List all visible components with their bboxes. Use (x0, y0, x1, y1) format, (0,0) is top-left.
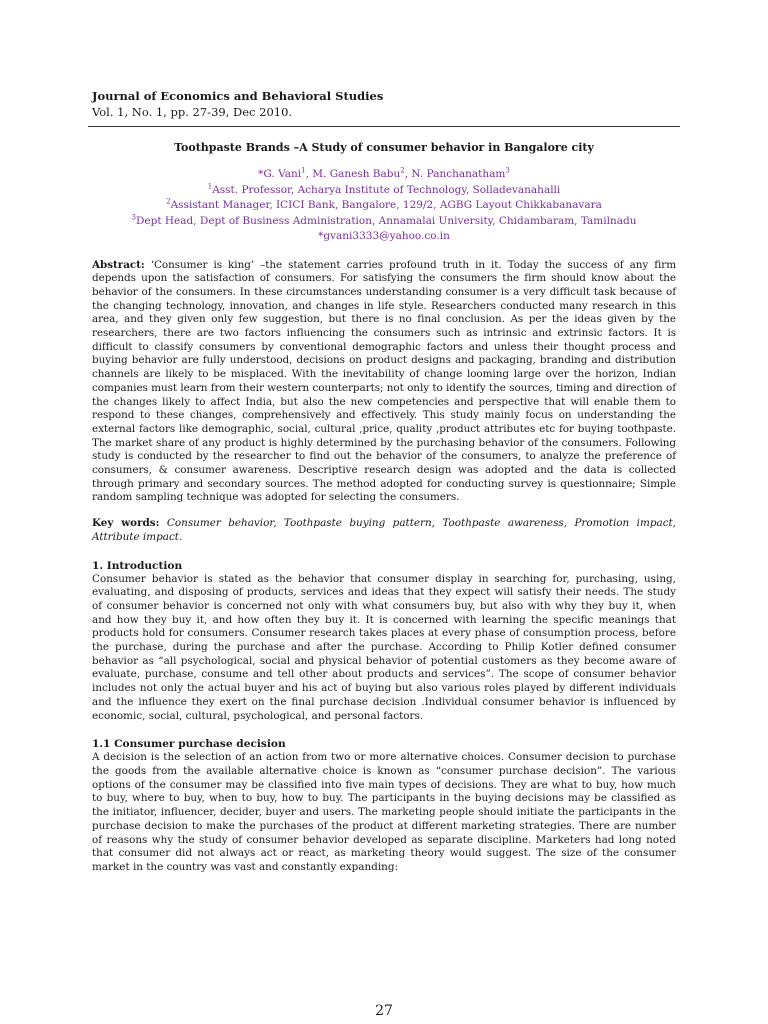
section-text-introduction: Consumer behavior is stated as the behavior that consumer display in searching for, purchasing, using, evaluating, and disposing of products, services and ideas that they expect will satisfy their needs. The study of consumer behavior is concerned not only with what consumers buy, but also with why they buy it, when and how they buy it, and how often they buy it. It is concerned with learning the specific meanings that products hold for consumers. Consumer research takes places at every phase of consumption process, before the purchase, during the purchase and after the purchase. According to Philip Kotler defined consumer behavior as “all psychological, social and physical behavior of potential customers as they become aware of evaluate, purchase, consume and tell other about products and services”. The scope of consumer behavior includes not only the actual buyer and his act of buying but also various roles played by different individuals and the influence they exert on the final purchase decision .Individual consumer behavior is influenced by economic, social, cultural, psychological, and personal factors. (92, 572, 676, 722)
section-text-purchase-decision: A decision is the selection of an action from two or more alternative choices. Consumer decision to purchase the goods from the available alternative choice is known as “consumer purchase decision”. The various options of the consumer may be classified into five main types of decisions. They are what to buy, how much to buy, where to buy, when to buy, how to buy. The participants in the buying decisions may be classified as the initiator, influencer, decider, buyer and users. The marketing people should initiate the participants in the purchase decision to make the purchases of the product at different marketing strategies. There are number of reasons why the study of consumer behavior developed as separate discipline. Marketers had long noted that consumer did not always act or react, as marketing theory would suggest. The size of the consumer market in the country was vast and constantly expanding: (92, 751, 676, 873)
header-rule (88, 126, 680, 127)
volume-line: Vol. 1, No. 1, pp. 27-39, Dec 2010. (92, 105, 293, 119)
section-heading-purchase-decision: 1.1 Consumer purchase decision (92, 738, 286, 751)
keywords-text: Consumer behavior, Toothpaste buying pattern, Toothpaste awareness, Promotion impact, Attribute impact. (92, 517, 676, 543)
affiliation-3-sup: 3 (131, 213, 136, 221)
journal-name: Journal of Economics and Behavioral Studies (92, 89, 384, 103)
paper-title: Toothpaste Brands –A Study of consumer behavior in Bangalore city (174, 141, 594, 154)
paper-page (92, 88, 676, 875)
keywords (92, 517, 676, 544)
author-block (92, 167, 676, 245)
affiliation-3-text: Dept Head, Dept of Business Administration, Annamalai University, Chidambaram, Tamilnadu (135, 214, 637, 227)
abstract-label: Abstract: (92, 258, 145, 271)
affiliation-2-sup: 2 (166, 197, 171, 206)
page-number: 27 (375, 1003, 393, 1019)
affiliation-3 (92, 214, 676, 230)
abstract-text: ‘Consumer is king’ –the statement carries profound truth in it. Today the success of any firm depends upon the satisfaction of consumers. For satisfying the consumers the firm should know about the behavior of the consumers. In these circumstances understanding consumer is a very difficult task because of the changing technology, innovation, and changes in life style. Researchers conducted many research in this area, and they given only few suggestion, but there is no final conclusion. As per the ideas given by the researchers, there are two factors influencing the consumers such as intrinsic and extrinsic factors. It is difficult to classify consumers by conventional demographic factors and unless their thought process and buying behavior are fully understood, decisions on product designs and packaging, branding and distribution channels are likely to be misplaced. With the inevitability of change looming large over the horizon, Indian companies must learn from their western counterparts; not only to identify the sources, timing and direction of the changes likely to affect India, but also the new competencies and perspective that will enable them to respond to these changes, comprehensively and effectively. This study mainly focus on understanding the external factors like demographic, social, cultural ,price, quality ,product attributes etc for buying toothpaste. The market share of any product is highly determined by the purchasing behavior of the consumers. Following study is conducted by the researcher to find out the behavior of the consumers, to analyze the preference of consumers, & consumer awareness. Descriptive research design was adopted and the data is collected through primary and secondary sources. The method adopted for conducting survey is questionnaire; Simple random sampling technique was adopted for selecting the consumers. (92, 258, 676, 504)
author-names (92, 167, 676, 183)
author-1: *G. Vani (258, 168, 302, 180)
abstract (92, 259, 676, 506)
author-2: , M. Ganesh Babu (305, 168, 401, 180)
affiliation-2-text: Assistant Manager, ICICI Bank, Bangalore, 129/2, AGBG Layout Chikkabanavara (170, 199, 602, 211)
author-2-sup: 2 (400, 166, 405, 175)
keywords-label: Key words: (92, 517, 160, 530)
author-1-sup: 1 (301, 166, 306, 175)
author-email: *gvani3333@yahoo.co.in (318, 230, 450, 242)
affiliation-1-text: Asst. Professor, Acharya Institute of Technology, Solladevanahalli (212, 183, 561, 196)
affiliation-1-sup: 1 (207, 182, 213, 190)
section-heading-introduction: 1. Introduction (92, 559, 183, 572)
affiliation-2 (92, 198, 676, 214)
affiliation-1 (92, 183, 676, 199)
author-3-sup: 3 (505, 166, 510, 175)
author-3: , N. Panchanatham (404, 168, 506, 180)
journal-header (92, 88, 676, 120)
